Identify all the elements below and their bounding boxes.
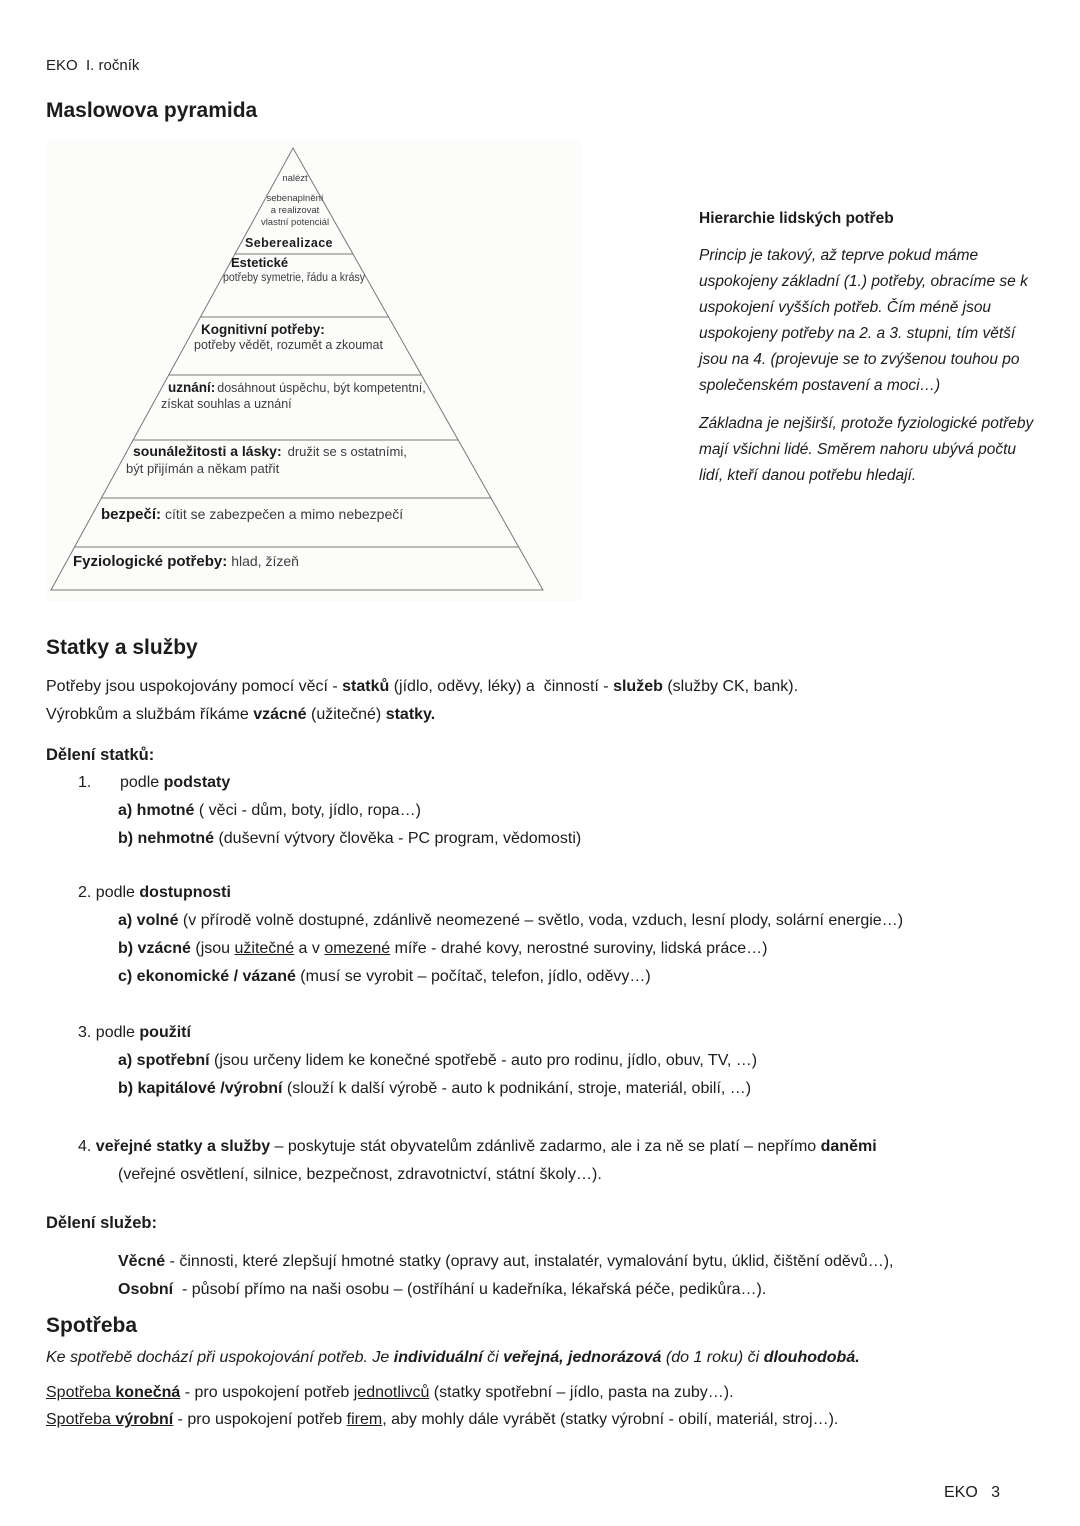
list-item-1a: a) hmotné ( věci - dům, boty, jídlo, ropa…)	[118, 802, 421, 819]
maslow-pyramid-svg	[46, 140, 581, 602]
list-item-2c: c) ekonomické / vázané (musí se vyrobit – počítač, telefon, jídlo, oděvy…)	[118, 968, 651, 985]
spotreba-vyrobni-line: Spotřeba výrobní - pro uspokojení potřeb firem, aby mohly dále vyrábět (statky výrobní - obilí, materiál, stroj…).	[46, 1411, 839, 1428]
sluzby-vecne-line: Věcné - činnosti, které zlepšují hmotné statky (opravy aut, instalatér, vymalování bytu, úklid, čištění oděvů…),	[118, 1253, 894, 1270]
section-statky-heading: Statky a služby	[46, 636, 198, 659]
sidebar-heading: Hierarchie lidských potřeb	[699, 210, 894, 227]
sidebar-paragraph-2: Základna je nejširší, protože fyziologické potřeby mají všichni lidé. Směrem nahoru ubývá počtu lidí, kteří danou potřebu hledají.	[699, 415, 1034, 484]
pyramid-level-fyziologicke: Fyziologické potřeby: hlad, žízeň	[73, 553, 299, 570]
list-item-3: 3. podle použití	[78, 1024, 191, 1041]
maslow-pyramid-image	[46, 140, 581, 602]
list-item-4-line-1: 4. veřejné statky a služby – poskytuje stát obyvatelům zdánlivě zadarmo, ale i za ně se platí – nepřímo daněmi	[78, 1138, 877, 1155]
pyramid-apex-line-1: sebenaplnění	[266, 193, 324, 204]
maslow-figure-row	[46, 140, 1040, 602]
pyramid-apex-word: nalézt	[282, 173, 308, 184]
pyramid-apex-line-3: vlastní potenciál	[260, 217, 330, 228]
sidebar-paragraph-1: Princip je takový, až teprve pokud máme uspokojeny základní (1.) potřeby, obracíme se k uspokojení vyšších potřeb. Čím méně jsou uspokojeny potřeby na 2. a 3. stupni, tím větší jsou na 4. (projevuje se to zvýšenou touhou po společenském postavení a moci…)	[699, 247, 1028, 394]
list-item-1	[78, 769, 1040, 797]
pyramid-level-sounalezitosti-desc2: být přijímán a někam patřit	[126, 461, 280, 476]
pyramid-level-sounalezitosti: sounáležitosti a lásky: družit se s ostatními,	[133, 443, 407, 459]
list-item-2: 2. podle dostupnosti	[78, 884, 231, 901]
course-label: EKO I. ročník	[46, 57, 140, 74]
list-item-1-number: 1.	[78, 774, 92, 791]
list-item-3b: b) kapitálové /výrobní (slouží k další výrobě - auto k podnikání, stroje, materiál, obilí, …)	[118, 1080, 752, 1097]
pyramid-level-bezpeci: bezpečí: cítit se zabezpečen a mimo nebezpečí	[101, 506, 404, 523]
list-item-3a: a) spotřební (jsou určeny lidem ke konečné spotřebě - auto pro rodinu, jídlo, obuv, TV, …)	[118, 1052, 758, 1069]
spotreba-intro-line: Ke spotřebě dochází při uspokojování potřeb. Je individuální či veřejná, jednorázová (do 1 roku) či dlouhodobá.	[46, 1349, 860, 1366]
pyramid-level-uznani: uznání: dosáhnout úspěchu, být kompetentní,	[168, 380, 426, 395]
section-spotreba-heading: Spotřeba	[46, 1314, 138, 1337]
pyramid-level-kognitivni-desc: potřeby vědět, rozumět a zkoumat	[194, 338, 383, 352]
page-title: Maslowova pyramida	[46, 99, 258, 122]
page-number: EKO 3	[943, 1484, 1000, 1501]
deleni-sluzeb-heading: Dělení služeb:	[46, 1214, 157, 1232]
pyramid-apex-line-2: a realizovat	[270, 205, 320, 216]
pyramid-level-seberealizace: Seberealizace	[245, 236, 333, 250]
spotreba-konecna-line: Spotřeba konečná - pro uspokojení potřeb jednotlivců (statky spotřební – jídlo, pasta na zuby…).	[46, 1384, 734, 1401]
spotreba-definitions	[46, 1379, 1040, 1433]
pyramid-level-esteticke-desc: potřeby symetrie, řádu a krásy	[223, 272, 366, 284]
hierarchy-sidebar	[699, 140, 1040, 602]
list-item-1b: b) nehmotné (duševní výtvory člověka - PC program, vědomosti)	[118, 830, 582, 847]
sluzby-osobni-line: Osobní - působí přímo na naši osobu – (ostříhání u kadeřníka, lékařská péče, pedikůra…).	[118, 1281, 767, 1298]
pyramid-level-uznani-desc2: získat souhlas a uznání	[161, 397, 292, 411]
list-item-2b: b) vzácné (jsou užitečné a v omezené míře - drahé kovy, nerostné suroviny, lidská práce…)	[118, 940, 768, 957]
list-item-1-text: podle podstaty	[120, 774, 231, 791]
pyramid-level-kognitivni: Kognitivní potřeby:	[201, 322, 325, 337]
list-item-2a: a) volné (v přírodě volně dostupné, zdánlivě neomezené – světlo, voda, vzduch, lesní plody, solární energie…)	[118, 912, 904, 929]
list-item-4-line-2: (veřejné osvětlení, silnice, bezpečnost, zdravotnictví, státní školy…).	[118, 1166, 602, 1183]
deleni-statku-heading: Dělení statků:	[46, 746, 155, 764]
statky-intro-line-1: Potřeby jsou uspokojovány pomocí věcí - statků (jídlo, oděvy, léky) a činností - služeb (služby CK, bank).	[46, 678, 799, 695]
pyramid-level-esteticke: Estetické	[231, 255, 289, 270]
statky-intro-line-2: Výrobkům a službám říkáme vzácné (užitečné) statky.	[46, 706, 436, 723]
